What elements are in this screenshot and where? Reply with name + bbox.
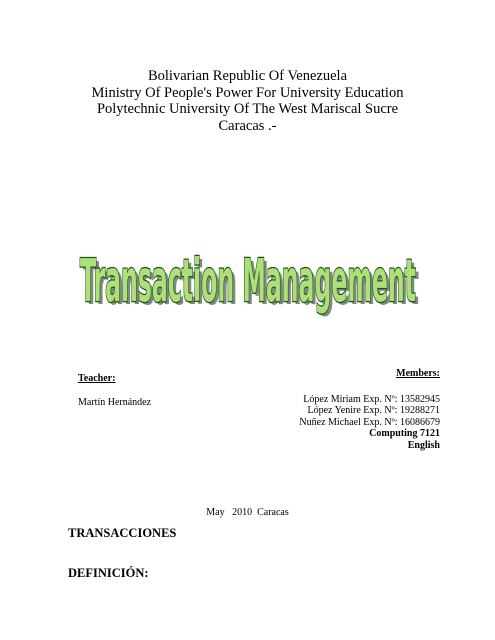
teacher-label: Teacher: (78, 373, 116, 384)
members-block (299, 368, 440, 451)
section-heading-transacciones: TRANSACCIONES (68, 526, 177, 540)
wordart-title-text: Transaction Management (80, 245, 417, 316)
header-line-1: Bolivarian Republic Of Venezuela (147, 68, 348, 84)
header-line-3: Polytechnic University Of The West Mariscal Sucre (96, 101, 399, 117)
wordart-title (0, 240, 495, 320)
wordart-title-shadow: Transaction Management (83, 248, 420, 319)
subject-name: English (407, 439, 440, 451)
teacher-name: Martín Hernández (78, 397, 152, 408)
header-line-4: Caracas .- (218, 117, 277, 134)
member-line: Nuñez Michael Exp. Nº: 16086679 (299, 416, 440, 428)
wordart-svg (0, 240, 495, 320)
member-line: López Yenire Exp. Nº: 19288271 (307, 405, 440, 416)
document-header (0, 68, 495, 134)
course-code: Computing 7121 (369, 428, 440, 439)
member-line: López Miriam Exp. Nº: 13582945 (303, 393, 440, 405)
section-heading-definicion: DEFINICIÓN: (68, 566, 149, 580)
members-label: Members: (396, 368, 440, 379)
header-line-2: Ministry Of People's Power For University Education (91, 84, 404, 101)
date-line: May 2010 Caracas (206, 507, 289, 518)
